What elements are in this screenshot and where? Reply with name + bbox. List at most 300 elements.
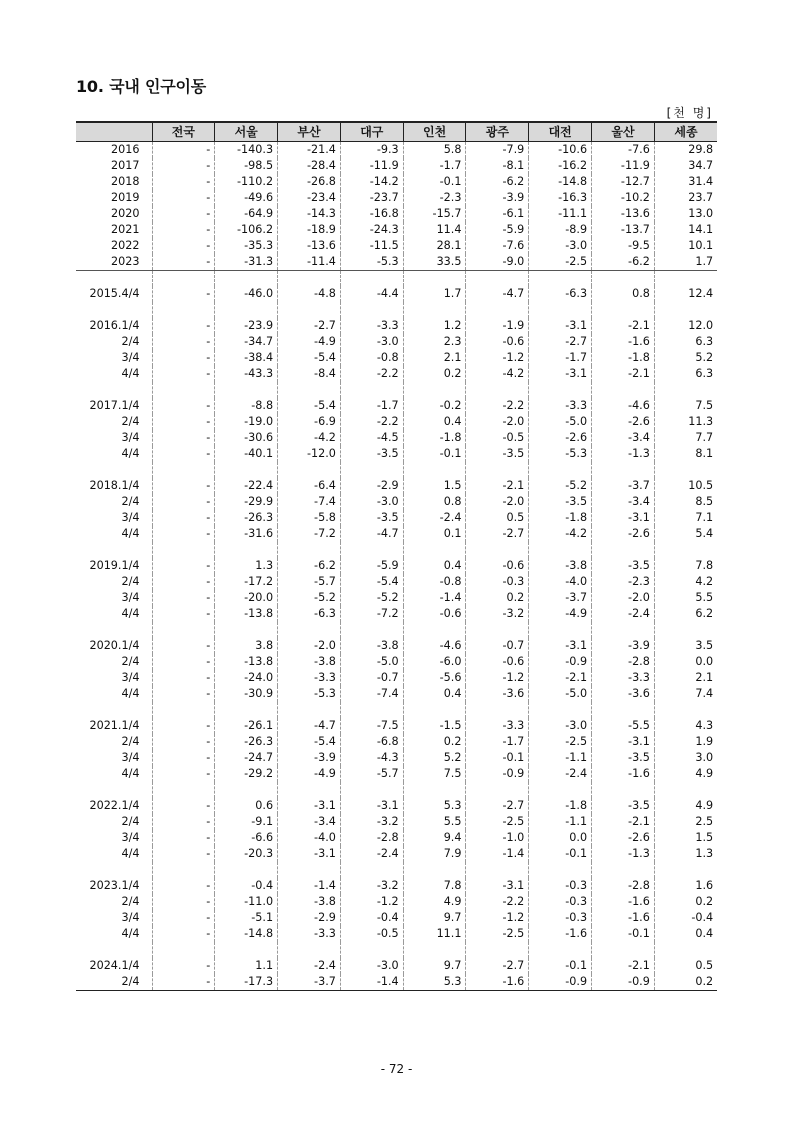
value-cell: -11.0 bbox=[215, 894, 278, 910]
value-cell: -2.5 bbox=[466, 926, 529, 942]
value-cell: 28.1 bbox=[403, 238, 466, 254]
table-row bbox=[76, 926, 717, 942]
value-cell: 2.5 bbox=[654, 814, 717, 830]
value-cell: -5.0 bbox=[340, 654, 403, 670]
value-cell: -5.4 bbox=[278, 734, 341, 750]
value-cell: -28.4 bbox=[278, 158, 341, 174]
value-cell: -16.2 bbox=[529, 158, 592, 174]
value-cell: 0.5 bbox=[654, 958, 717, 974]
value-cell: 0.0 bbox=[654, 654, 717, 670]
value-cell: 1.5 bbox=[403, 478, 466, 494]
value-cell: 2.3 bbox=[403, 334, 466, 350]
value-cell: -20.3 bbox=[215, 846, 278, 862]
value-cell: 4.9 bbox=[403, 894, 466, 910]
value-cell: - bbox=[152, 526, 215, 542]
spacer-row bbox=[76, 622, 717, 638]
value-cell: -2.6 bbox=[592, 526, 655, 542]
value-cell: -2.7 bbox=[466, 958, 529, 974]
column-header: 대전 bbox=[529, 122, 592, 141]
value-cell: -5.6 bbox=[403, 670, 466, 686]
value-cell: -2.0 bbox=[466, 414, 529, 430]
table-header-row bbox=[76, 122, 717, 141]
value-cell: 5.5 bbox=[654, 590, 717, 606]
value-cell: -0.5 bbox=[466, 430, 529, 446]
value-cell: -22.4 bbox=[215, 478, 278, 494]
value-cell: -2.4 bbox=[529, 766, 592, 782]
period-cell: 2/4 bbox=[121, 575, 140, 588]
value-cell: 9.4 bbox=[403, 830, 466, 846]
table-row bbox=[76, 141, 717, 158]
period-cell: 2023.1/4 bbox=[89, 879, 140, 892]
value-cell: -3.3 bbox=[592, 670, 655, 686]
value-cell: 3.5 bbox=[654, 638, 717, 654]
value-cell: -6.8 bbox=[340, 734, 403, 750]
value-cell: -1.8 bbox=[592, 350, 655, 366]
value-cell: -2.3 bbox=[403, 190, 466, 206]
value-cell: -10.6 bbox=[529, 141, 592, 158]
value-cell: - bbox=[152, 222, 215, 238]
value-cell: -3.4 bbox=[592, 430, 655, 446]
value-cell: 12.4 bbox=[654, 286, 717, 302]
value-cell: - bbox=[152, 398, 215, 414]
value-cell: - bbox=[152, 190, 215, 206]
value-cell: - bbox=[152, 494, 215, 510]
value-cell: - bbox=[152, 174, 215, 190]
value-cell: -5.5 bbox=[592, 718, 655, 734]
spacer-row bbox=[76, 302, 717, 318]
value-cell: -4.0 bbox=[529, 574, 592, 590]
value-cell: 2.1 bbox=[654, 670, 717, 686]
value-cell: -5.8 bbox=[278, 510, 341, 526]
value-cell: -7.6 bbox=[466, 238, 529, 254]
value-cell: -11.9 bbox=[592, 158, 655, 174]
table-row bbox=[76, 846, 717, 862]
value-cell: -4.6 bbox=[403, 638, 466, 654]
value-cell: - bbox=[152, 478, 215, 494]
value-cell: 13.0 bbox=[654, 206, 717, 222]
value-cell: -3.5 bbox=[529, 494, 592, 510]
value-cell: - bbox=[152, 414, 215, 430]
value-cell: 29.8 bbox=[654, 141, 717, 158]
value-cell: -5.7 bbox=[340, 766, 403, 782]
column-header: 울산 bbox=[592, 122, 655, 141]
value-cell: -0.1 bbox=[529, 958, 592, 974]
value-cell: 1.3 bbox=[654, 846, 717, 862]
value-cell: 6.3 bbox=[654, 366, 717, 382]
value-cell: -9.5 bbox=[592, 238, 655, 254]
value-cell: -13.7 bbox=[592, 222, 655, 238]
value-cell: -3.7 bbox=[278, 974, 341, 991]
value-cell: -4.3 bbox=[340, 750, 403, 766]
value-cell: - bbox=[152, 814, 215, 830]
value-cell: 0.4 bbox=[654, 926, 717, 942]
value-cell: -1.8 bbox=[403, 430, 466, 446]
value-cell: 0.4 bbox=[403, 414, 466, 430]
value-cell: -5.4 bbox=[278, 350, 341, 366]
table-row bbox=[76, 478, 717, 494]
value-cell: -4.9 bbox=[529, 606, 592, 622]
table-row bbox=[76, 686, 717, 702]
value-cell: -2.5 bbox=[529, 254, 592, 271]
value-cell: -106.2 bbox=[215, 222, 278, 238]
column-header: 전국 bbox=[152, 122, 215, 141]
table-row bbox=[76, 174, 717, 190]
value-cell: -3.3 bbox=[529, 398, 592, 414]
value-cell: -3.1 bbox=[278, 798, 341, 814]
value-cell: -2.1 bbox=[592, 366, 655, 382]
value-cell: -7.4 bbox=[340, 686, 403, 702]
value-cell: -7.2 bbox=[278, 526, 341, 542]
value-cell: 4.9 bbox=[654, 798, 717, 814]
value-cell: 3.8 bbox=[215, 638, 278, 654]
value-cell: -30.9 bbox=[215, 686, 278, 702]
column-header: 서울 bbox=[215, 122, 278, 141]
table-row bbox=[76, 638, 717, 654]
value-cell: 0.4 bbox=[403, 686, 466, 702]
value-cell: -3.6 bbox=[592, 686, 655, 702]
value-cell: 10.1 bbox=[654, 238, 717, 254]
value-cell: -13.6 bbox=[592, 206, 655, 222]
value-cell: 4.3 bbox=[654, 718, 717, 734]
value-cell: -19.0 bbox=[215, 414, 278, 430]
value-cell: -1.2 bbox=[466, 350, 529, 366]
value-cell: 5.3 bbox=[403, 798, 466, 814]
period-cell: 2021.1/4 bbox=[89, 719, 140, 732]
period-cell: 3/4 bbox=[121, 751, 140, 764]
value-cell: -5.0 bbox=[529, 414, 592, 430]
value-cell: -6.2 bbox=[592, 254, 655, 271]
table-row bbox=[76, 510, 717, 526]
column-header: 세종 bbox=[654, 122, 717, 141]
period-cell: 4/4 bbox=[121, 847, 140, 860]
value-cell: -3.5 bbox=[340, 510, 403, 526]
value-cell: - bbox=[152, 510, 215, 526]
value-cell: 23.7 bbox=[654, 190, 717, 206]
value-cell: 0.2 bbox=[654, 974, 717, 991]
value-cell: -6.0 bbox=[403, 654, 466, 670]
value-cell: - bbox=[152, 670, 215, 686]
period-cell: 4/4 bbox=[121, 927, 140, 940]
value-cell: -3.0 bbox=[340, 958, 403, 974]
value-cell: 7.7 bbox=[654, 430, 717, 446]
value-cell: -1.6 bbox=[466, 974, 529, 991]
value-cell: -24.3 bbox=[340, 222, 403, 238]
value-cell: 6.3 bbox=[654, 334, 717, 350]
value-cell: -1.5 bbox=[403, 718, 466, 734]
value-cell: 1.6 bbox=[654, 878, 717, 894]
table-row bbox=[76, 878, 717, 894]
value-cell: -3.5 bbox=[592, 750, 655, 766]
value-cell: 2.1 bbox=[403, 350, 466, 366]
value-cell: -13.8 bbox=[215, 606, 278, 622]
value-cell: -3.0 bbox=[340, 334, 403, 350]
value-cell: -17.2 bbox=[215, 574, 278, 590]
value-cell: -2.7 bbox=[278, 318, 341, 334]
value-cell: 9.7 bbox=[403, 958, 466, 974]
value-cell: -2.0 bbox=[592, 590, 655, 606]
value-cell: -1.1 bbox=[529, 814, 592, 830]
value-cell: -98.5 bbox=[215, 158, 278, 174]
period-cell: 2024.1/4 bbox=[89, 959, 140, 972]
value-cell: -3.2 bbox=[340, 878, 403, 894]
value-cell: -0.6 bbox=[403, 606, 466, 622]
table-row bbox=[76, 798, 717, 814]
value-cell: - bbox=[152, 286, 215, 302]
value-cell: 5.3 bbox=[403, 974, 466, 991]
value-cell: -7.5 bbox=[340, 718, 403, 734]
value-cell: 5.4 bbox=[654, 526, 717, 542]
table-row bbox=[76, 654, 717, 670]
value-cell: -2.9 bbox=[340, 478, 403, 494]
value-cell: -1.7 bbox=[403, 158, 466, 174]
value-cell: - bbox=[152, 734, 215, 750]
value-cell: - bbox=[152, 574, 215, 590]
value-cell: -4.7 bbox=[340, 526, 403, 542]
value-cell: -5.3 bbox=[340, 254, 403, 271]
table-row bbox=[76, 238, 717, 254]
value-cell: -2.6 bbox=[592, 830, 655, 846]
value-cell: - bbox=[152, 958, 215, 974]
table-body bbox=[76, 141, 717, 991]
value-cell: -1.2 bbox=[340, 894, 403, 910]
value-cell: -1.1 bbox=[529, 750, 592, 766]
value-cell: 1.2 bbox=[403, 318, 466, 334]
period-cell: 4/4 bbox=[121, 447, 140, 460]
period-cell: 2019 bbox=[111, 190, 140, 204]
value-cell: 0.1 bbox=[403, 526, 466, 542]
period-cell: 4/4 bbox=[121, 687, 140, 700]
value-cell: -0.3 bbox=[529, 894, 592, 910]
value-cell: - bbox=[152, 206, 215, 222]
value-cell: 5.2 bbox=[403, 750, 466, 766]
value-cell: 0.2 bbox=[403, 366, 466, 382]
value-cell: -24.0 bbox=[215, 670, 278, 686]
value-cell: -3.1 bbox=[529, 318, 592, 334]
value-cell: -34.7 bbox=[215, 334, 278, 350]
value-cell: -4.8 bbox=[278, 286, 341, 302]
value-cell: - bbox=[152, 926, 215, 942]
value-cell: -13.6 bbox=[278, 238, 341, 254]
value-cell: -3.1 bbox=[278, 846, 341, 862]
value-cell: -38.4 bbox=[215, 350, 278, 366]
value-cell: -1.3 bbox=[592, 846, 655, 862]
period-cell: 2/4 bbox=[121, 495, 140, 508]
value-cell: -2.8 bbox=[592, 654, 655, 670]
value-cell: -4.2 bbox=[529, 526, 592, 542]
value-cell: -2.7 bbox=[466, 526, 529, 542]
table-row bbox=[76, 494, 717, 510]
value-cell: 7.8 bbox=[654, 558, 717, 574]
value-cell: 1.7 bbox=[403, 286, 466, 302]
value-cell: -1.0 bbox=[466, 830, 529, 846]
value-cell: -0.6 bbox=[466, 654, 529, 670]
table-row bbox=[76, 366, 717, 382]
value-cell: -15.7 bbox=[403, 206, 466, 222]
spacer-row bbox=[76, 270, 717, 286]
period-cell: 2/4 bbox=[76, 974, 152, 991]
value-cell: -13.8 bbox=[215, 654, 278, 670]
value-cell: -1.9 bbox=[466, 318, 529, 334]
value-cell: -1.6 bbox=[592, 766, 655, 782]
period-cell: 3/4 bbox=[121, 431, 140, 444]
value-cell: -2.3 bbox=[592, 574, 655, 590]
value-cell: -3.7 bbox=[529, 590, 592, 606]
table-row bbox=[76, 334, 717, 350]
value-cell: - bbox=[152, 158, 215, 174]
value-cell: -0.1 bbox=[403, 446, 466, 462]
table-row bbox=[76, 750, 717, 766]
value-cell: -3.7 bbox=[592, 478, 655, 494]
period-cell: 2015.4/4 bbox=[89, 287, 140, 300]
value-cell: 7.8 bbox=[403, 878, 466, 894]
table-row bbox=[76, 430, 717, 446]
value-cell: -3.2 bbox=[340, 814, 403, 830]
period-cell: 2017 bbox=[111, 158, 140, 172]
spacer-row bbox=[76, 702, 717, 718]
value-cell: -3.3 bbox=[466, 718, 529, 734]
value-cell: -3.8 bbox=[529, 558, 592, 574]
value-cell: - bbox=[152, 766, 215, 782]
value-cell: 0.8 bbox=[592, 286, 655, 302]
value-cell: -3.5 bbox=[592, 798, 655, 814]
value-cell: -6.1 bbox=[466, 206, 529, 222]
value-cell: -3.1 bbox=[466, 878, 529, 894]
table-row bbox=[76, 414, 717, 430]
value-cell: -6.2 bbox=[466, 174, 529, 190]
value-cell: -0.4 bbox=[215, 878, 278, 894]
value-cell: 5.2 bbox=[654, 350, 717, 366]
value-cell: -16.8 bbox=[340, 206, 403, 222]
value-cell: -0.1 bbox=[592, 926, 655, 942]
value-cell: -14.2 bbox=[340, 174, 403, 190]
value-cell: 11.1 bbox=[403, 926, 466, 942]
value-cell: -1.2 bbox=[466, 910, 529, 926]
value-cell: -110.2 bbox=[215, 174, 278, 190]
table-row bbox=[76, 590, 717, 606]
value-cell: -8.1 bbox=[466, 158, 529, 174]
value-cell: -16.3 bbox=[529, 190, 592, 206]
value-cell: -14.8 bbox=[529, 174, 592, 190]
value-cell: 0.5 bbox=[466, 510, 529, 526]
period-cell: 2/4 bbox=[121, 655, 140, 668]
value-cell: - bbox=[152, 350, 215, 366]
period-cell: 2018.1/4 bbox=[89, 479, 140, 492]
period-cell: 3/4 bbox=[121, 911, 140, 924]
value-cell: -3.1 bbox=[592, 510, 655, 526]
value-cell: 10.5 bbox=[654, 478, 717, 494]
value-cell: -1.8 bbox=[529, 798, 592, 814]
value-cell: -23.7 bbox=[340, 190, 403, 206]
value-cell: -0.3 bbox=[529, 910, 592, 926]
value-cell: -8.8 bbox=[215, 398, 278, 414]
value-cell: -26.1 bbox=[215, 718, 278, 734]
table-row bbox=[76, 718, 717, 734]
value-cell: -2.0 bbox=[278, 638, 341, 654]
value-cell: -35.3 bbox=[215, 238, 278, 254]
value-cell: -2.5 bbox=[529, 734, 592, 750]
period-cell: 2/4 bbox=[121, 335, 140, 348]
value-cell: -1.4 bbox=[466, 846, 529, 862]
period-cell: 2018 bbox=[111, 174, 140, 188]
value-cell: -1.6 bbox=[592, 910, 655, 926]
value-cell: -0.4 bbox=[654, 910, 717, 926]
value-cell: - bbox=[152, 366, 215, 382]
value-cell: -3.6 bbox=[466, 686, 529, 702]
table-row bbox=[76, 830, 717, 846]
column-header bbox=[76, 122, 152, 141]
value-cell: 0.2 bbox=[466, 590, 529, 606]
value-cell: 0.2 bbox=[403, 734, 466, 750]
value-cell: -1.8 bbox=[529, 510, 592, 526]
table-row bbox=[76, 158, 717, 174]
value-cell: 3.0 bbox=[654, 750, 717, 766]
value-cell: -3.9 bbox=[466, 190, 529, 206]
period-cell: 2023 bbox=[76, 254, 152, 271]
value-cell: -0.8 bbox=[340, 350, 403, 366]
value-cell: -8.9 bbox=[529, 222, 592, 238]
value-cell: -1.4 bbox=[340, 974, 403, 991]
period-cell: 2/4 bbox=[121, 415, 140, 428]
value-cell: - bbox=[152, 446, 215, 462]
period-cell: 4/4 bbox=[121, 367, 140, 380]
value-cell: 33.5 bbox=[403, 254, 466, 271]
value-cell: -2.6 bbox=[529, 430, 592, 446]
value-cell: -1.6 bbox=[592, 334, 655, 350]
value-cell: -3.1 bbox=[529, 366, 592, 382]
value-cell: -0.9 bbox=[592, 974, 655, 991]
value-cell: -2.1 bbox=[592, 958, 655, 974]
value-cell: -0.9 bbox=[529, 974, 592, 991]
value-cell: 8.1 bbox=[654, 446, 717, 462]
table-row bbox=[76, 318, 717, 334]
value-cell: -3.3 bbox=[340, 318, 403, 334]
value-cell: -5.3 bbox=[278, 686, 341, 702]
value-cell: -1.4 bbox=[278, 878, 341, 894]
period-cell: 3/4 bbox=[121, 511, 140, 524]
value-cell: -5.3 bbox=[529, 446, 592, 462]
value-cell: -2.1 bbox=[592, 814, 655, 830]
value-cell: -2.7 bbox=[529, 334, 592, 350]
period-cell: 2020 bbox=[111, 206, 140, 220]
value-cell: -0.1 bbox=[403, 174, 466, 190]
table-row bbox=[76, 894, 717, 910]
value-cell: - bbox=[152, 558, 215, 574]
value-cell: -3.3 bbox=[278, 670, 341, 686]
value-cell: -21.4 bbox=[278, 141, 341, 158]
value-cell: -3.9 bbox=[278, 750, 341, 766]
value-cell: - bbox=[152, 878, 215, 894]
table-row bbox=[76, 814, 717, 830]
value-cell: - bbox=[152, 606, 215, 622]
value-cell: -5.7 bbox=[278, 574, 341, 590]
value-cell: 5.5 bbox=[403, 814, 466, 830]
value-cell: 11.4 bbox=[403, 222, 466, 238]
value-cell: -30.6 bbox=[215, 430, 278, 446]
value-cell: -11.1 bbox=[529, 206, 592, 222]
value-cell: -5.2 bbox=[529, 478, 592, 494]
value-cell: - bbox=[152, 974, 215, 991]
table-row bbox=[76, 734, 717, 750]
value-cell: -2.2 bbox=[466, 398, 529, 414]
column-header: 대구 bbox=[340, 122, 403, 141]
table-row bbox=[76, 206, 717, 222]
value-cell: -14.3 bbox=[278, 206, 341, 222]
value-cell: - bbox=[152, 750, 215, 766]
table-row bbox=[76, 398, 717, 414]
value-cell: -4.9 bbox=[278, 334, 341, 350]
value-cell: -4.0 bbox=[278, 830, 341, 846]
value-cell: -2.8 bbox=[340, 830, 403, 846]
